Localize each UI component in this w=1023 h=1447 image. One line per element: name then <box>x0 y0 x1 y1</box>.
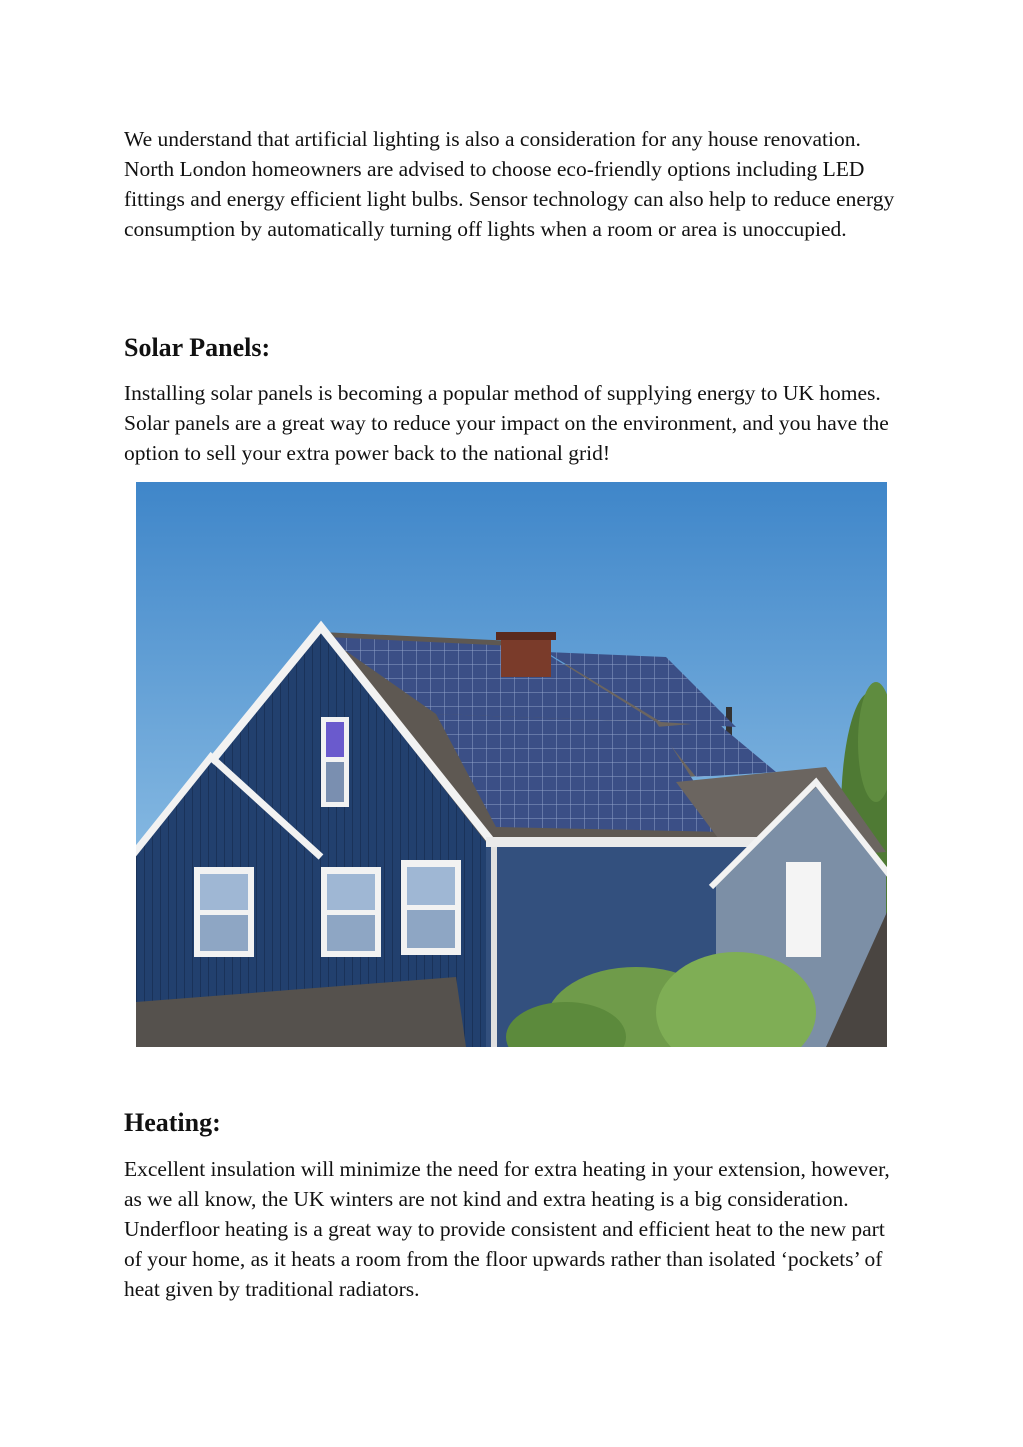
lighting-paragraph: We understand that artificial lighting is also a consideration for any house renovation. North London homeowners are advised to choose eco-friendly options including LED fittings and energy efficient light bulbs. Sensor technology can also help to reduce energy consumption by automatically turning off lights when a room or area is unoccupied. <box>124 127 895 241</box>
heating-paragraph: Excellent insulation will minimize the need for extra heating in your extension, however, as we all know, the UK winters are not kind and extra heating is a big consideration. Underfloor heating is a great way to provide consistent and efficient heat to the new part of your home, as it heats a room from the floor upwards rather than isolated ‘pockets’ of heat given by traditional radiators. <box>124 1157 890 1301</box>
solar-panels-heading: Solar Panels: <box>124 333 271 362</box>
solar-panels-paragraph: Installing solar panels is becoming a popular method of supplying energy to UK homes. Solar panels are a great way to reduce your impact on the environment, and you have the option to sell your extra power back to the national grid! <box>124 381 889 465</box>
chimney <box>501 637 551 677</box>
side-door <box>786 862 821 957</box>
window-center <box>321 867 381 957</box>
attic-window <box>321 717 349 807</box>
window-left <box>194 867 254 957</box>
solar-house-photo <box>136 482 887 1047</box>
heating-heading: Heating: <box>124 1108 221 1137</box>
window-right <box>401 860 461 955</box>
